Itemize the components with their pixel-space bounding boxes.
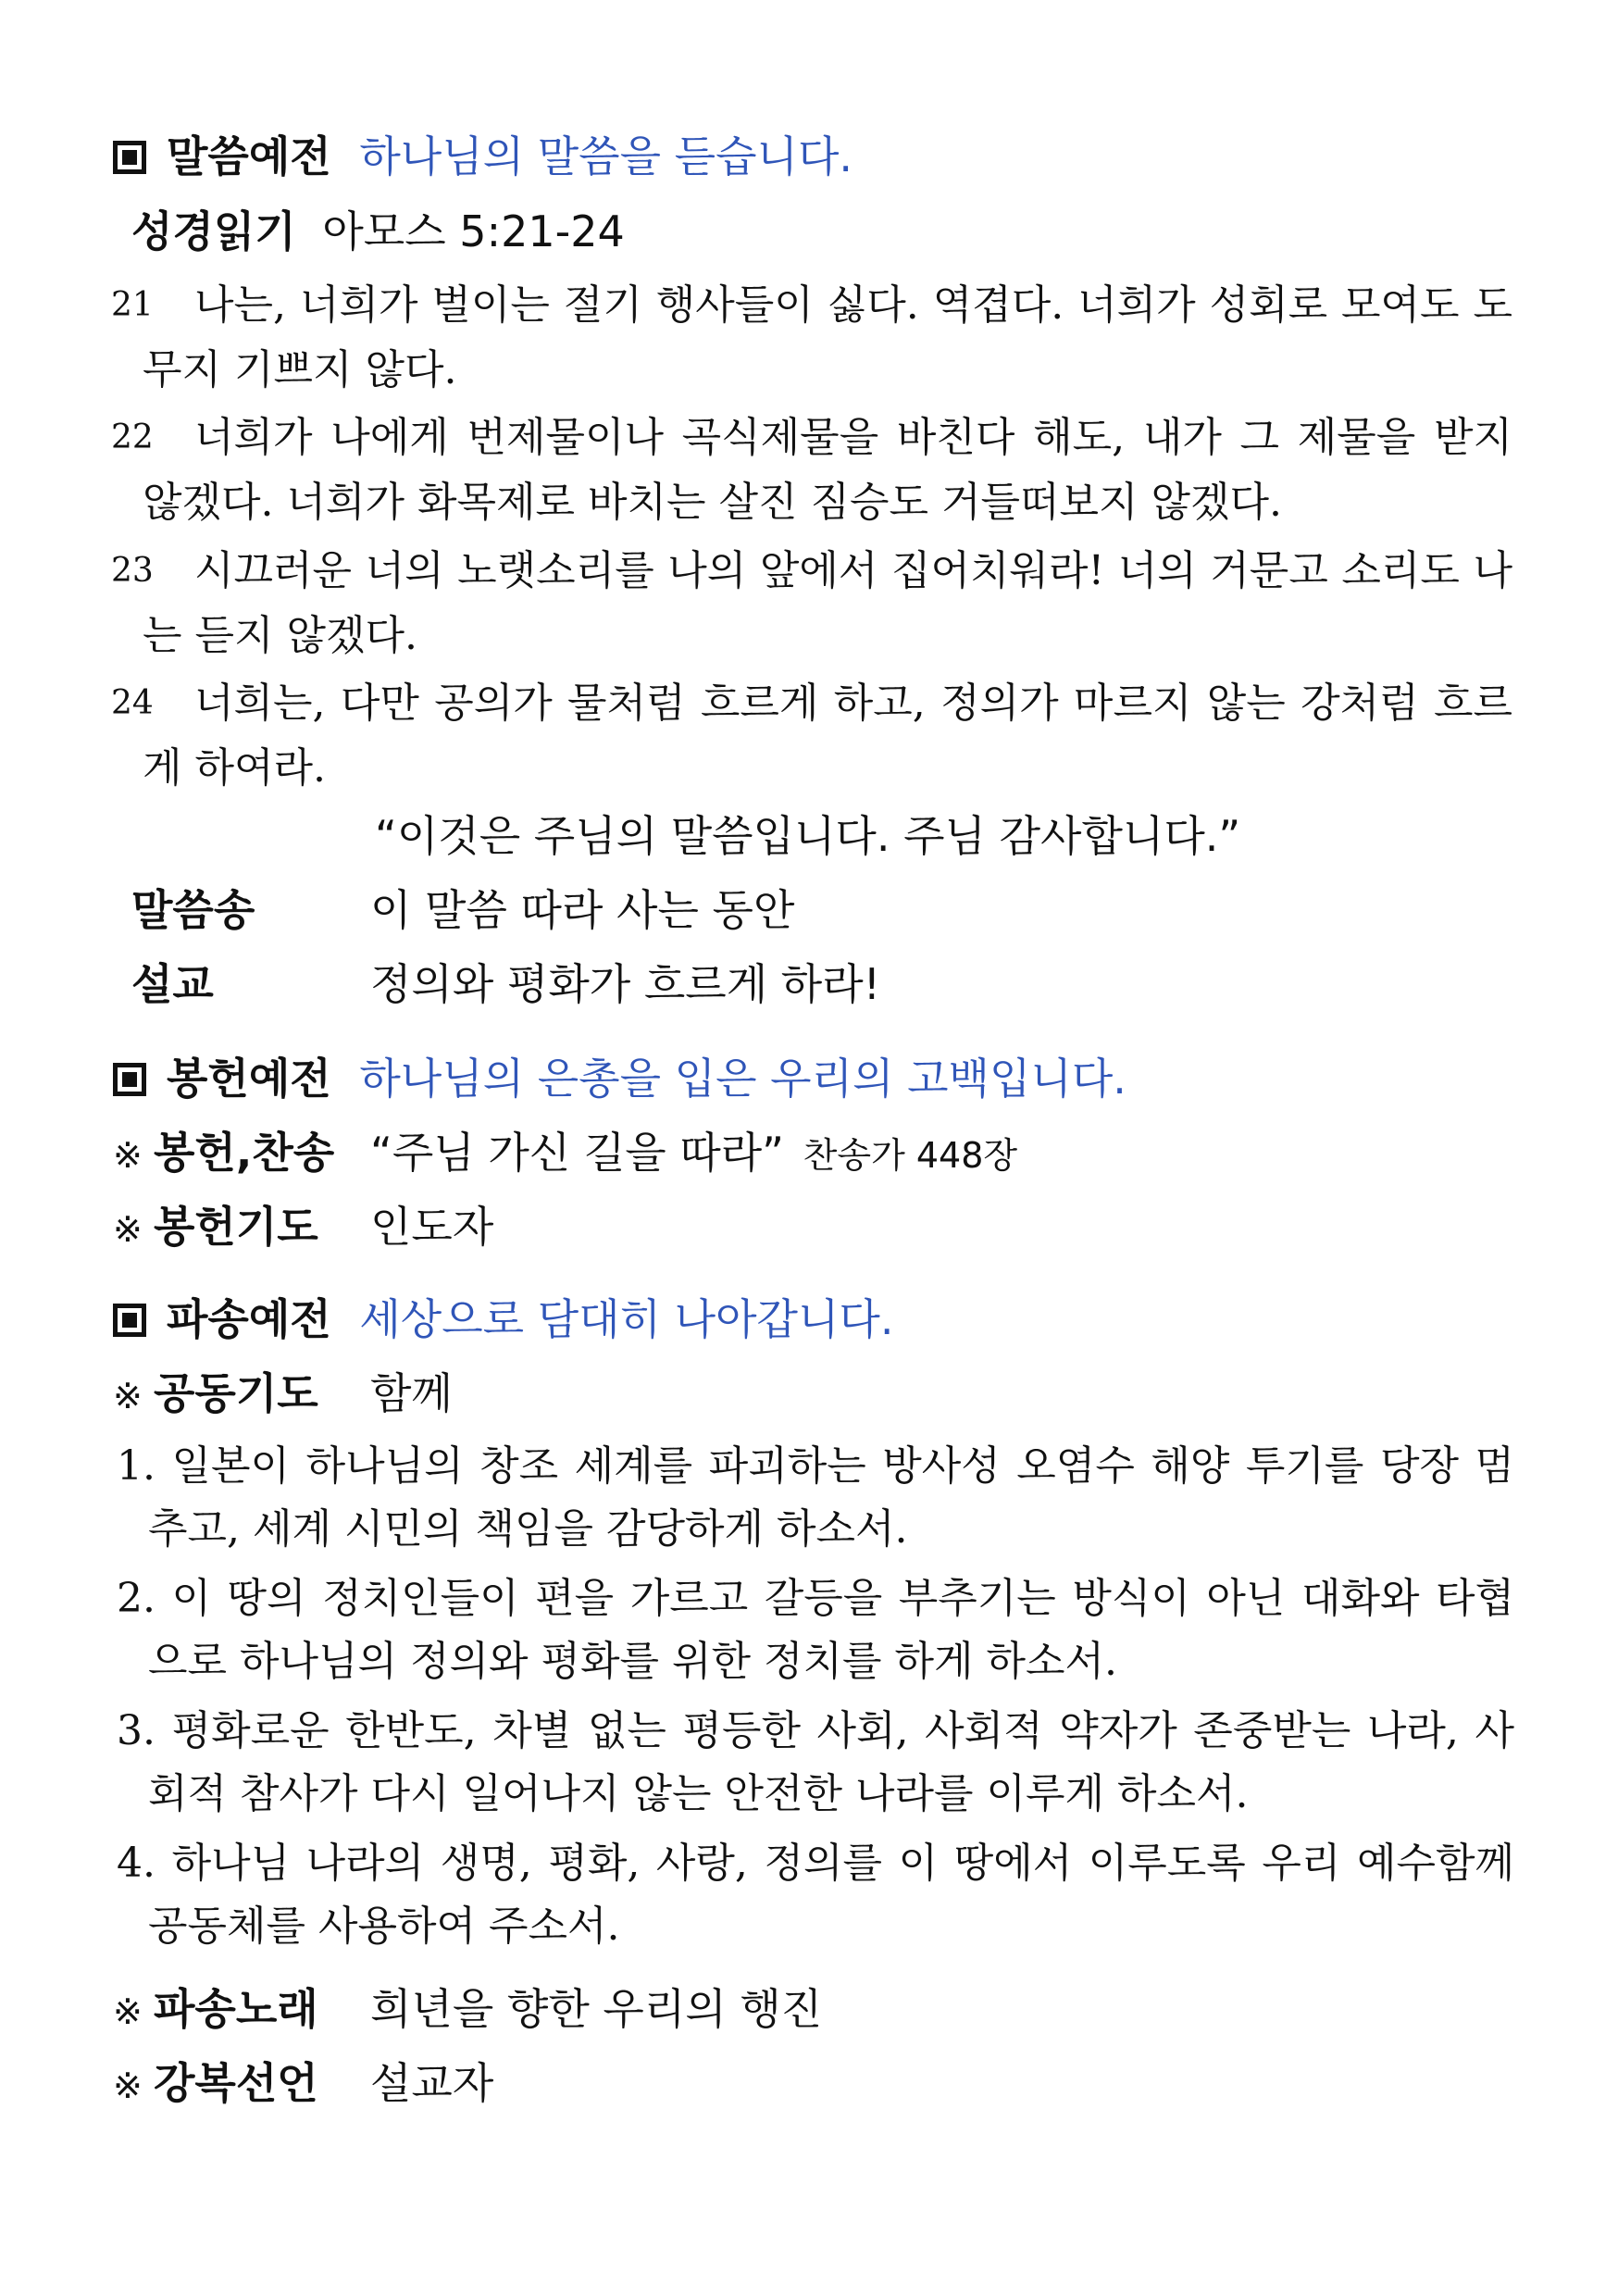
prayer-text: 2. 이 땅의 정치인들이 편을 가르고 갈등을 부추기는 방식이 아닌 대화와 타협으로 하나님의 정의와 평화를 위한 정치를 하게 하소서.: [117, 1575, 1514, 1685]
offering-prayer-value: 인도자: [370, 1202, 494, 1252]
sermon-row: [131, 952, 1427, 1017]
scripture-closing: “이것은 주님의 말씀입니다. 주님 감사합니다.”: [375, 811, 1241, 861]
sending-song-row: [113, 1977, 1501, 2044]
hymn-label: 말씀송: [131, 885, 255, 935]
square-bullet-icon: [113, 1063, 146, 1096]
offering-prayer-label: 봉헌기도: [154, 1202, 318, 1252]
reference-mark-icon: ※: [113, 1376, 143, 1416]
sermon-value: 정의와 평화가 흐르게 하라!: [370, 959, 881, 1009]
verse-text: 너희가 나에게 번제물이나 곡식제물을 바친다 해도, 내가 그 제물을 받지 않겠다. 너희가 화목제로 바치는 살진 짐승도 거들떠보지 않겠다.: [143, 414, 1512, 526]
common-prayer-value: 함께: [370, 1368, 453, 1418]
reading-row: [131, 199, 625, 264]
benediction-value: 설교자: [370, 2058, 494, 2108]
hymn-row: [131, 878, 1427, 942]
prayer-item-1: [115, 1435, 1514, 1561]
verse-number: 24: [111, 684, 154, 722]
common-prayer-label: 공동기도: [154, 1368, 318, 1418]
sermon-label: 설교: [131, 959, 214, 1009]
section-title: 말씀예전: [167, 131, 331, 181]
prayer-text: 1. 일본이 하나님의 창조 세계를 파괴하는 방사성 오염수 해양 투기를 당장 멈추고, 세계 시민의 책임을 감당하게 하소서.: [117, 1442, 1514, 1553]
offering-hymn-label: 봉헌,찬송: [154, 1128, 335, 1178]
verse-text: 시끄러운 너의 노랫소리를 나의 앞에서 집어치워라! 너의 거문고 소리도 나는 듣지 않겠다.: [143, 547, 1512, 659]
verse-21: [111, 273, 1512, 403]
square-bullet-icon: [113, 1304, 146, 1337]
sending-song-label: 파송노래: [154, 1984, 318, 2034]
hymn-value: 이 말씀 따라 사는 동안: [370, 885, 795, 935]
verse-22: [111, 406, 1512, 535]
sending-song-value: 희년을 향한 우리의 행진: [370, 1984, 823, 2034]
prayer-item-2: [115, 1567, 1514, 1693]
prayer-item-4: [115, 1832, 1514, 1958]
offering-hymn-value: [370, 1120, 1017, 1188]
verse-23: [111, 539, 1512, 668]
reading-reference: 아모스 5:21-24: [322, 206, 625, 256]
reading-label: 성경읽기: [131, 206, 296, 256]
offering-prayer-row: [113, 1194, 1501, 1262]
section-title: 봉헌예전: [167, 1054, 331, 1104]
reference-mark-icon: ※: [113, 1209, 143, 1250]
offering-hymn-row: [113, 1120, 1501, 1188]
benediction-label: 강복선언: [154, 2058, 318, 2108]
verse-text: 나는, 너희가 벌이는 절기 행사들이 싫다. 역겹다. 너희가 성회로 모여도 도무지 기쁘지 않다.: [143, 281, 1512, 393]
verse-number: 21: [111, 286, 154, 324]
verse-text: 너희는, 다만 공의가 물처럼 흐르게 하고, 정의가 마르지 않는 강처럼 흐르게 하여라.: [143, 680, 1512, 792]
verse-24: [111, 671, 1512, 801]
reference-mark-icon: ※: [113, 2065, 143, 2106]
common-prayer-row: [113, 1361, 1501, 1429]
benediction-row: [113, 2051, 1501, 2118]
offering-hymn-number: 찬송가 448장: [803, 1135, 1018, 1176]
prayer-text: 3. 평화로운 한반도, 차별 없는 평등한 사회, 사회적 약자가 존중받는 나라, 사회적 참사가 다시 일어나지 않는 안전한 나라를 이루게 하소서.: [117, 1707, 1514, 1817]
verse-number: 23: [111, 552, 154, 590]
word-section-header: [113, 124, 853, 189]
reference-mark-icon: ※: [113, 1135, 143, 1176]
reference-mark-icon: ※: [113, 1991, 143, 2032]
section-title: 파송예전: [167, 1294, 331, 1344]
section-subtitle: 하나님의 말씀을 듣습니다.: [359, 131, 853, 181]
offering-hymn-title: “주님 가신 길을 따라”: [370, 1128, 785, 1178]
section-subtitle: 세상으로 담대히 나아갑니다.: [359, 1294, 894, 1344]
section-subtitle: 하나님의 은총을 입은 우리의 고백입니다.: [359, 1054, 1126, 1104]
offering-section-header: [113, 1046, 1126, 1111]
prayer-text: 4. 하나님 나라의 생명, 평화, 사랑, 정의를 이 땅에서 이루도록 우리 예수함께공동체를 사용하여 주소서.: [117, 1840, 1514, 1950]
verse-number: 22: [111, 418, 154, 456]
prayer-item-3: [115, 1700, 1514, 1826]
square-bullet-icon: [113, 141, 146, 174]
sending-section-header: [113, 1287, 893, 1352]
